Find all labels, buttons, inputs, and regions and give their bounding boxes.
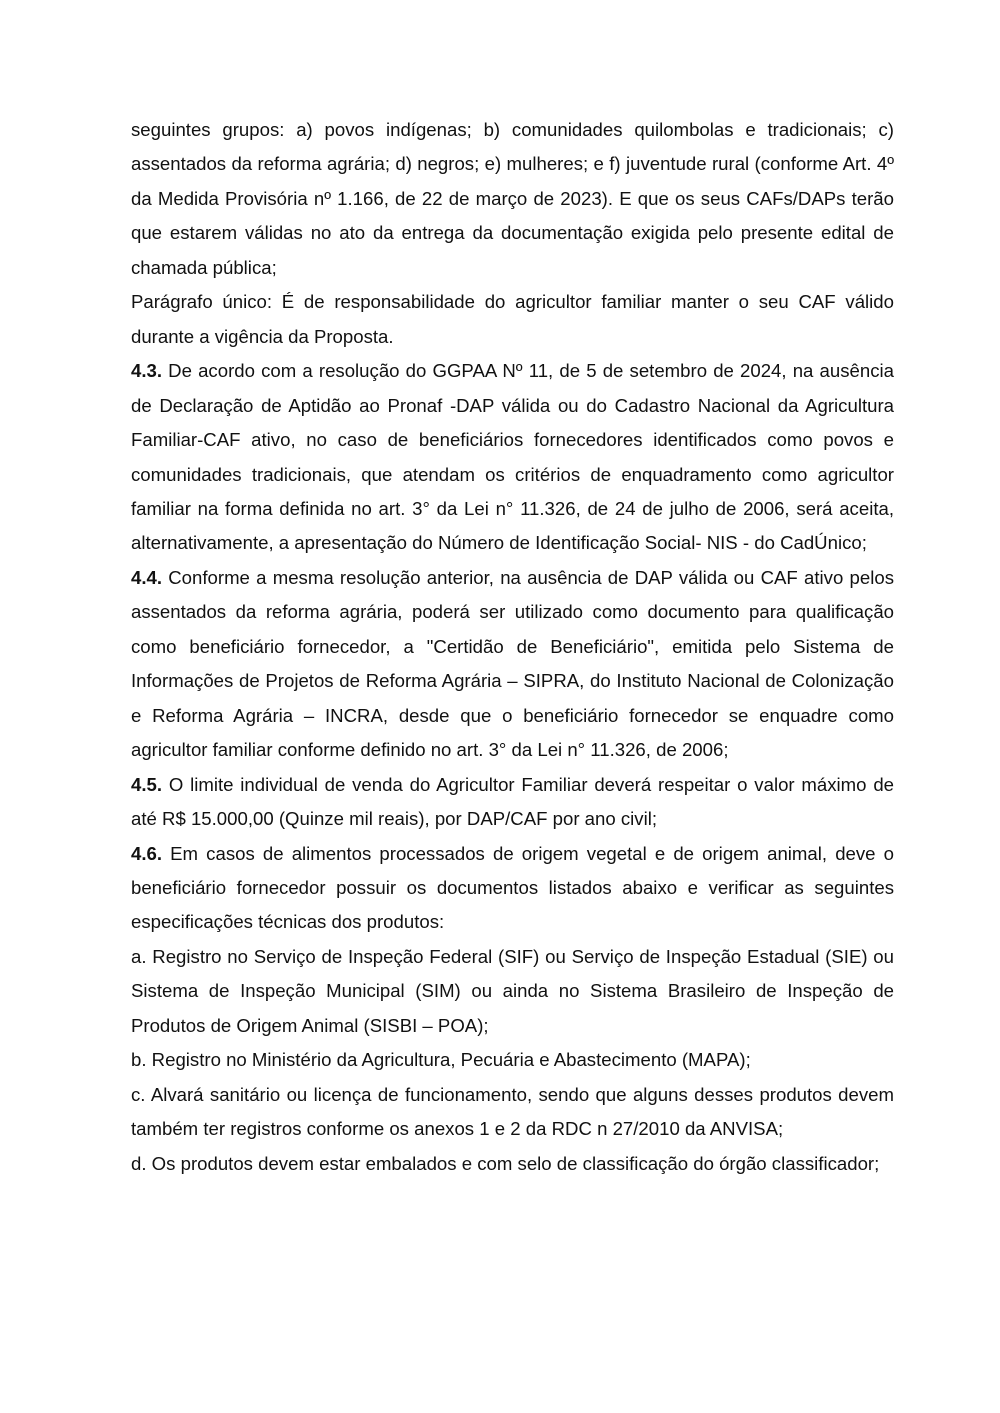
section-4-5	[131, 768, 894, 837]
section-number: 4.5.	[131, 773, 163, 795]
intro-paragraph: seguintes grupos: a) povos indígenas; b) comunidades quilombolas e tradicionais; c) assentados da reforma agrária; d) negros; e) mulheres; e f) juventude rural (conforme Art. 4º da Medida Provisória nº 1.166, de 22 de março de 2023). E que os seus CAFs/DAPs terão que estarem válidas no ato da entrega da documentação exigida pelo presente edital de chamada pública;	[131, 119, 894, 278]
list-item-c: c. Alvará sanitário ou licença de funcionamento, sendo que alguns desses produtos devem também ter registros conforme os anexos 1 e 2 da RDC n 27/2010 da ANVISA;	[131, 1083, 894, 1140]
list-item-a: a. Registro no Serviço de Inspeção Federal (SIF) ou Serviço de Inspeção Estadual (SIE) ou Sistema de Inspeção Municipal (SIM) ou ainda no Sistema Brasileiro de Inspeção de Produtos de Origem Animal (SISBI – POA);	[131, 945, 894, 1036]
section-4-3	[131, 354, 894, 561]
section-text: Conforme a mesma resolução anterior, na ausência de DAP válida ou CAF ativo pelos assentados da reforma agrária, poderá ser utilizado como documento para qualificação como beneficiário fornecedor, a "Certidão de Beneficiário", emitida pelo Sistema de Informações de Projetos de Reforma Agrária – SIPRA, do Instituto Nacional de Colonização e Reforma Agrária – INCRA, desde que o beneficiário fornecedor se enquadre como agricultor familiar conforme definido no art. 3° da Lei n° 11.326, de 2006;	[131, 566, 894, 761]
section-text: Em casos de alimentos processados de origem vegetal e de origem animal, deve o beneficiário fornecedor possuir os documentos listados abaixo e verificar as seguintes especificações técnicas dos produtos:	[131, 842, 894, 933]
section-number: 4.3.	[131, 360, 163, 382]
paragrafo-unico: Parágrafo único: É de responsabilidade do agricultor familiar manter o seu CAF válido durante a vigência da Proposta.	[131, 291, 894, 347]
section-4-4	[131, 561, 894, 768]
list-item-d: d. Os produtos devem estar embalados e com selo de classificação do órgão classificador;	[131, 1152, 880, 1174]
section-text: De acordo com a resolução do GGPAA Nº 11, de 5 de setembro de 2024, na ausência de Declaração de Aptidão ao Pronaf -DAP válida ou do Cadastro Nacional da Agricultura Familiar-CAF ativo, no caso de beneficiários fornecedores identificados como povos e comunidades tradicionais, que atendam os critérios de enquadramento como agricultor familiar na forma definida no art. 3° da Lei n° 11.326, de 24 de julho de 2006, será aceita, alternativamente, a apresentação do Número de Identificação Social- NIS - do CadÚnico;	[131, 360, 894, 554]
document-page	[131, 113, 894, 1181]
list-item-b: b. Registro no Ministério da Agricultura, Pecuária e Abastecimento (MAPA);	[131, 1049, 751, 1071]
section-number: 4.6.	[131, 842, 163, 864]
section-number: 4.4.	[131, 566, 163, 588]
section-4-6	[131, 837, 894, 940]
section-text: O limite individual de venda do Agricultor Familiar deverá respeitar o valor máximo de até R$ 15.000,00 (Quinze mil reais), por DAP/CAF por ano civil;	[131, 773, 894, 830]
